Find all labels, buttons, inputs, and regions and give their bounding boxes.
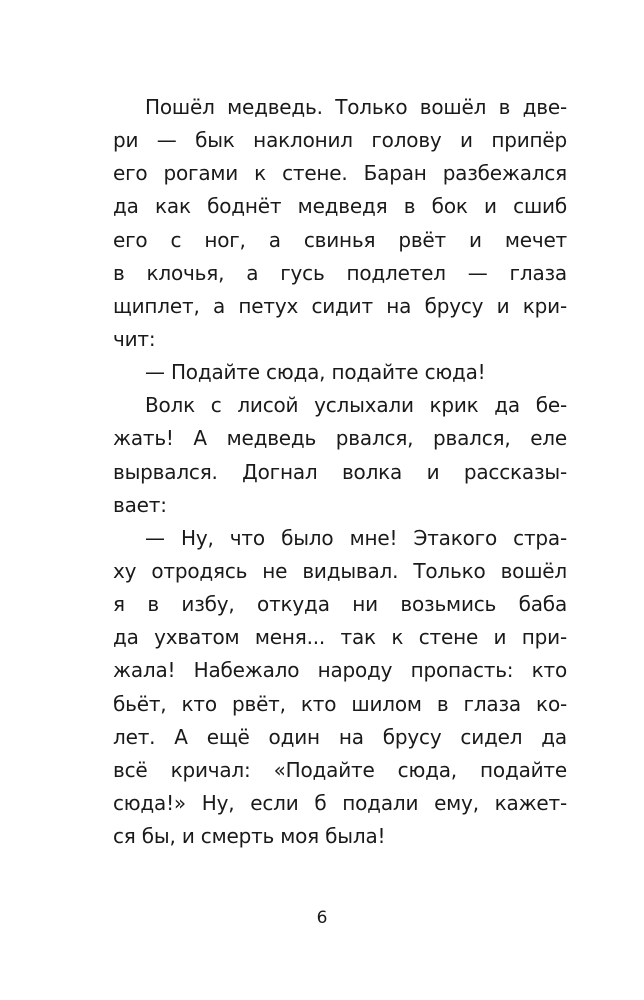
text-line: — Подайте сюда, подайте сюда!: [145, 360, 486, 385]
text-line: щиплет, а петух сидит на брусу и кри-: [113, 293, 567, 318]
text-line: вает:: [113, 492, 167, 517]
text-line: Волк с лисой услыхали крик да бе-: [145, 393, 567, 418]
text-line: я в избу, откуда ни возьмись баба: [113, 592, 567, 617]
text-line: ху отродясь не видывал. Только вошёл: [113, 558, 567, 583]
text-line: — Ну, что было мне! Этакого стра-: [145, 525, 567, 550]
text-line: сюда!» Ну, если б подали ему, кажет-: [113, 790, 567, 815]
text-line: Пошёл медведь. Только вошёл в две-: [145, 95, 567, 119]
text-line: всё кричал: «Подайте сюда, подайте: [113, 757, 567, 782]
text-line: да ухватом меня... так к стене и при-: [113, 625, 567, 650]
text-line: жала! Набежало народу пропасть: кто: [113, 658, 567, 683]
text-line: ся бы, и смерть моя была!: [113, 824, 386, 849]
text-line: в клочья, а гусь подлетел — глаза: [113, 260, 567, 285]
body-text: [113, 91, 567, 853]
text-line: лет. А ещё один на брусу сидел да: [113, 724, 567, 749]
text-line: его рогами к стене. Баран разбежался: [113, 161, 567, 186]
text-line: ри — бык наклонил голову и припёр: [113, 128, 567, 153]
text-line: бьёт, кто рвёт, кто шилом в глаза ко-: [113, 691, 567, 716]
text-line: чит:: [113, 326, 156, 351]
text-line: да как боднёт медведя в бок и сшиб: [113, 194, 567, 219]
text-line: жать! А медведь рвался, рвался, еле: [113, 426, 567, 451]
text-line: его с ног, а свинья рвёт и мечет: [113, 227, 567, 252]
text-line: вырвался. Догнал волка и рассказы-: [113, 459, 567, 484]
page-number: 6: [316, 908, 328, 928]
